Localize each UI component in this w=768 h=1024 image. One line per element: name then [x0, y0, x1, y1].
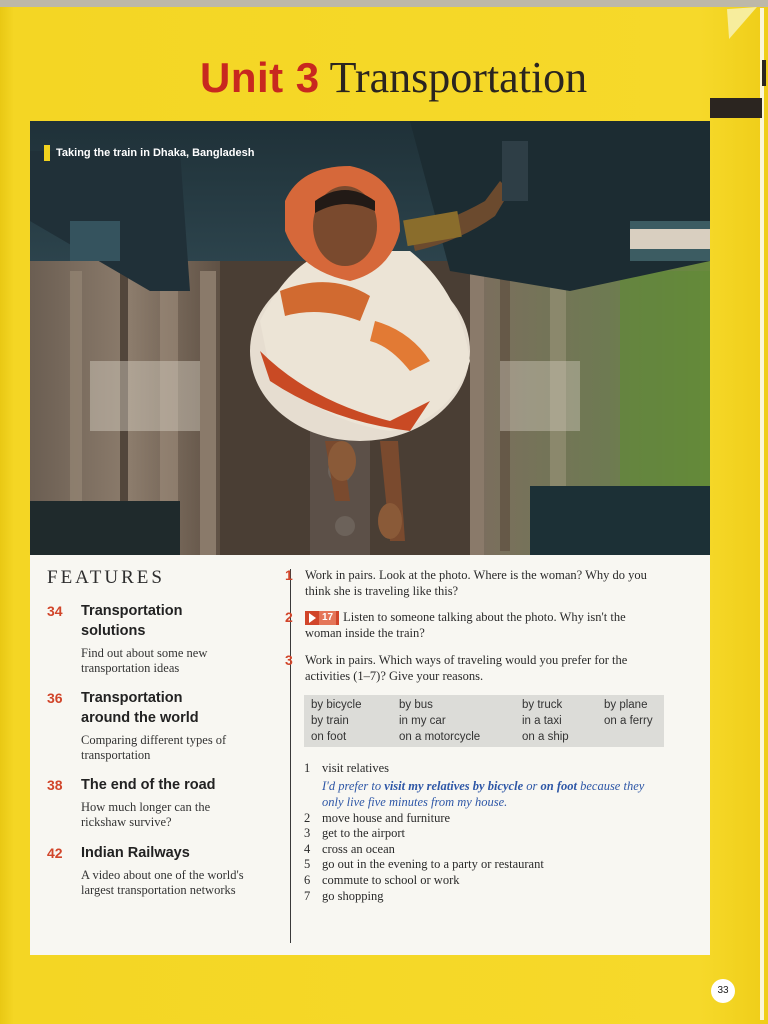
activity-number: 2: [304, 810, 311, 825]
caption-text: Taking the train in Dhaka, Bangladesh: [56, 147, 255, 159]
caption-marker: [44, 145, 50, 161]
travel-option: on a ship: [522, 731, 569, 743]
example-text: or: [523, 778, 541, 793]
activities-list: [304, 761, 684, 904]
title-decoration-edge: [762, 60, 766, 86]
feature-description: Find out about some new transportation ideas: [81, 646, 208, 675]
list-item: [304, 873, 684, 889]
page-corner-fold: [727, 7, 759, 39]
exercise-number: 1: [285, 567, 293, 583]
travel-option: in my car: [399, 715, 446, 727]
activity-text: visit relatives: [322, 761, 389, 775]
unit-title: Transportation: [329, 53, 588, 102]
activity-text: cross an ocean: [322, 841, 395, 856]
activity-number: 5: [304, 857, 311, 872]
feature-title: Indian Railways: [81, 845, 190, 861]
list-item: [304, 761, 684, 777]
activity-number: 6: [304, 872, 311, 887]
activity-text: get to the airport: [322, 826, 405, 841]
feature-title: [81, 601, 183, 641]
feature-title: The end of the road: [81, 777, 216, 793]
feature-title-line: around the world: [81, 710, 199, 726]
feature-title-line: Transportation: [81, 690, 183, 706]
feature-page-number: 34: [47, 603, 63, 619]
example-text: because they only live five minutes from my house.: [322, 778, 645, 809]
feature-description: How much longer can the rickshaw survive?: [81, 800, 211, 829]
feature-item: [47, 688, 277, 763]
list-item: [304, 857, 684, 873]
exercise-number: 3: [285, 652, 293, 668]
feature-page-number: 36: [47, 690, 63, 706]
list-item: [304, 842, 684, 858]
exercise-3: [285, 652, 665, 684]
activity-text: go out in the evening to a party or restaurant: [322, 857, 544, 872]
feature-description: A video about one of the world's largest transportation networks: [81, 868, 244, 897]
feature-item: [47, 601, 277, 676]
audio-track-number: 17: [319, 611, 336, 625]
travel-option: on a ferry: [604, 715, 653, 727]
content-panel: [30, 555, 710, 955]
activity-number: 4: [304, 841, 311, 856]
activity-number: 3: [304, 826, 311, 841]
audio-track-button[interactable]: [305, 611, 339, 625]
exercise-text: Work in pairs. Which ways of traveling would you prefer for the activities (1–7)? Give your reasons.: [305, 653, 628, 683]
exercise-text: Work in pairs. Look at the photo. Where is the woman? Why do you think she is traveling like this?: [305, 568, 647, 598]
example-text: I'd prefer to: [322, 778, 385, 793]
page-edge: [760, 8, 764, 1020]
feature-description: Comparing different types of transportation: [81, 733, 227, 762]
feature-page-number: 38: [47, 777, 63, 793]
scan-edge: [0, 0, 768, 7]
activity-text: move house and furniture: [322, 810, 451, 825]
page-number: 33: [711, 979, 735, 1003]
exercise-number: 2: [285, 609, 293, 625]
photo-caption: [44, 145, 254, 161]
travel-option: in a taxi: [522, 715, 562, 727]
feature-title-line: solutions: [81, 623, 146, 639]
title-decoration: [710, 98, 762, 118]
feature-title: [81, 688, 199, 728]
features-heading: FEATURES: [47, 567, 165, 588]
activity-text: commute to school or work: [322, 872, 460, 887]
travel-option: by plane: [604, 699, 648, 711]
activity-number: 1: [304, 761, 311, 775]
unit-photo: [30, 121, 710, 555]
travel-option: by truck: [522, 699, 563, 711]
list-item: [304, 811, 684, 827]
unit-label: Unit 3: [200, 54, 320, 101]
example-answer: [322, 778, 662, 810]
play-icon: [309, 613, 316, 623]
activity-number: 7: [304, 888, 311, 903]
feature-item: [47, 775, 277, 830]
exercise-2: [285, 609, 665, 641]
page-title: [200, 52, 587, 103]
travel-options-box: [304, 695, 664, 747]
example-highlight: visit my relatives by bicycle: [384, 778, 524, 793]
feature-title-line: Transportation: [81, 603, 183, 619]
list-item: [304, 889, 684, 905]
example-highlight: on foot: [540, 778, 577, 793]
travel-option: by train: [311, 715, 349, 727]
exercise-text-body: Listen to someone talking about the photo. Why isn't the woman inside the train?: [305, 610, 626, 641]
feature-page-number: 42: [47, 845, 63, 861]
photo-illustration: [30, 121, 710, 555]
travel-option: on foot: [311, 731, 347, 743]
feature-item: [47, 843, 277, 898]
travel-option: by bicycle: [311, 699, 362, 711]
travel-option: on a motorcycle: [399, 731, 481, 743]
exercise-text: [305, 609, 665, 641]
travel-option: by bus: [399, 699, 433, 711]
activity-text: go shopping: [322, 888, 384, 903]
exercise-1: [285, 567, 665, 599]
list-item: [304, 826, 684, 842]
